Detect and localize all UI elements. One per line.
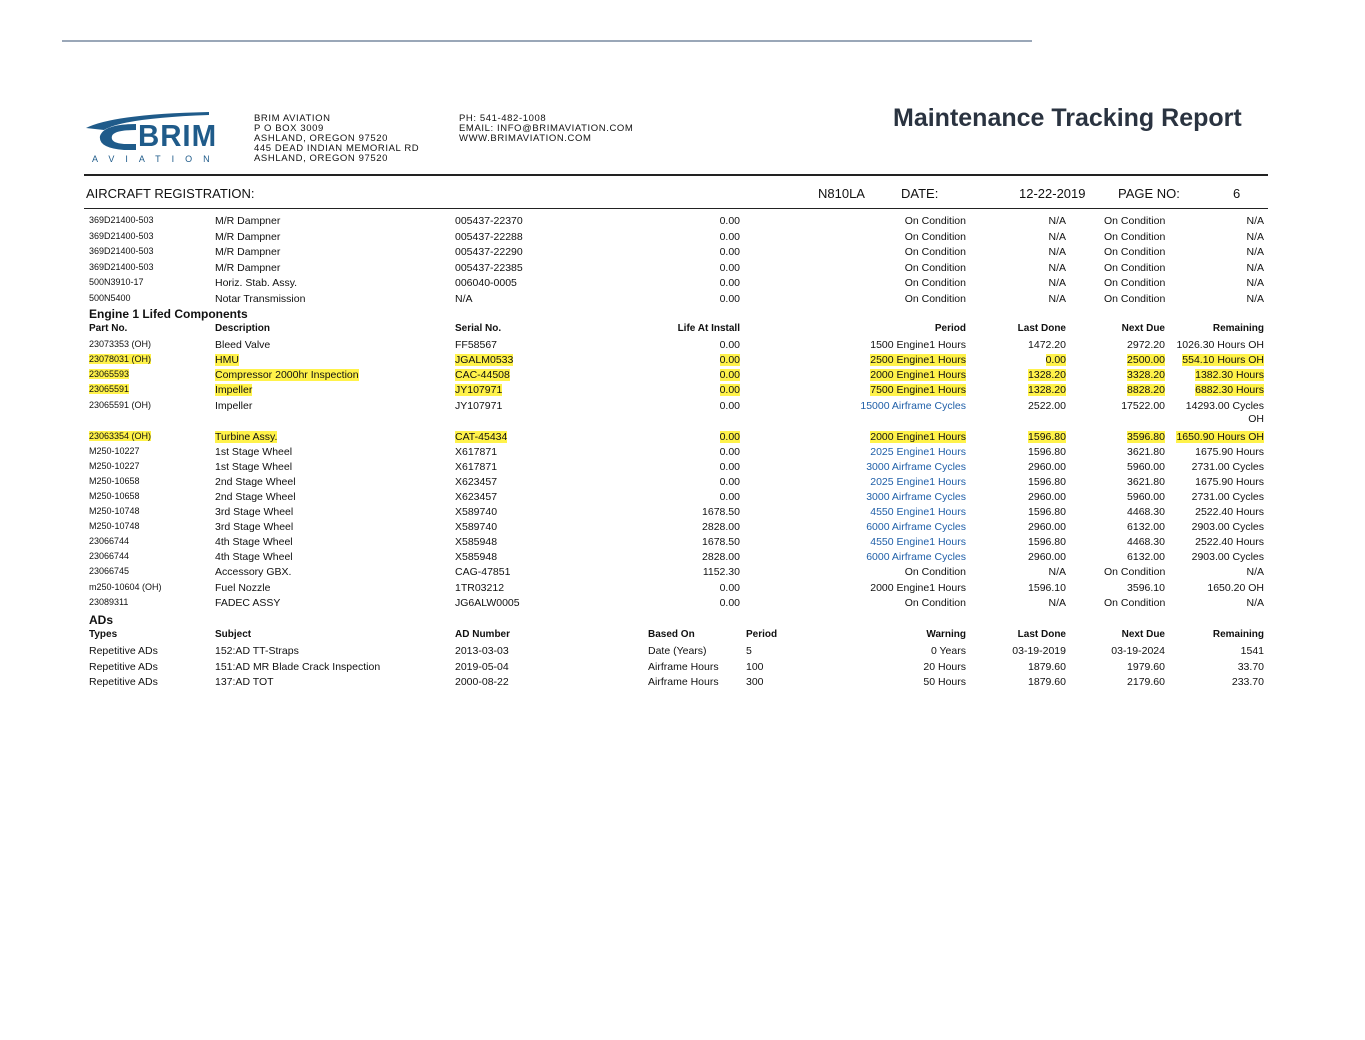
scan-top-line (62, 40, 1032, 42)
header-divider (84, 174, 1268, 176)
life-at-install: 0.00 (719, 446, 740, 458)
col-based-on: Based On (648, 629, 695, 640)
remaining: 14293.00 Cycles (1185, 400, 1264, 412)
period: 2000 Engine1 Hours (870, 582, 966, 594)
period: 2500 Engine1 Hours (870, 354, 966, 366)
ad-based-on: Date (Years) (648, 645, 707, 657)
remaining: 1650.90 Hours OH (1176, 431, 1264, 443)
period: On Condition (904, 277, 966, 289)
ad-subject: 152:AD TT-Straps (215, 645, 299, 657)
description: 3rd Stage Wheel (215, 506, 294, 518)
next-due: 2972.20 (1127, 339, 1165, 351)
life-at-install: 0.00 (719, 461, 740, 473)
ad-number: 2019-05-04 (455, 660, 509, 673)
ad-period: 300 (746, 676, 764, 688)
period: 7500 Engine1 Hours (870, 384, 966, 396)
remaining: 2731.00 Cycles (1191, 491, 1264, 503)
life-at-install: 0.00 (719, 384, 740, 396)
ad-last-done: 03-19-2019 (1012, 645, 1066, 657)
last-done: N/A (1048, 261, 1066, 274)
ad-next-due: 1979.60 (1127, 660, 1165, 673)
serial-number: JG6ALW0005 (455, 597, 520, 609)
life-at-install: 0.00 (719, 354, 740, 366)
engine-section-title: Engine 1 Lifed Components (89, 307, 248, 321)
life-at-install: 0.00 (719, 261, 740, 274)
life-at-install: 0.00 (719, 597, 740, 609)
ad-based-on: Airframe Hours (648, 660, 719, 673)
part-number: 369D21400-503 (89, 215, 154, 225)
description: 2nd Stage Wheel (215, 491, 296, 503)
col-remaining: Remaining (1212, 323, 1264, 334)
life-at-install: 0.00 (719, 431, 740, 443)
next-due: On Condition (1104, 230, 1166, 243)
ad-based-on: Airframe Hours (648, 676, 719, 688)
part-number: 369D21400-503 (89, 246, 154, 256)
remaining: N/A (1246, 261, 1264, 274)
description: M/R Dampner (215, 215, 281, 227)
description: Accessory GBX. (215, 566, 292, 578)
serial-number: X589740 (455, 506, 498, 518)
part-number: M250-10227 (89, 461, 140, 471)
ad-subject: 151:AD MR Blade Crack Inspection (215, 660, 381, 673)
part-number: 23089311 (89, 597, 129, 607)
remaining: 1650.20 OH (1207, 582, 1264, 594)
remaining: 2522.40 Hours (1195, 536, 1264, 548)
description: Turbine Assy. (215, 431, 278, 443)
life-at-install: 1678.50 (702, 536, 740, 548)
last-done: 1328.20 (1028, 369, 1066, 381)
remaining: 1675.90 Hours (1195, 446, 1264, 458)
part-number: 23073353 (OH) (89, 339, 152, 349)
col-life-at-install: Life At Install (677, 323, 740, 334)
last-done: 1596.80 (1028, 536, 1066, 548)
serial-number: X623457 (455, 476, 498, 488)
next-due: 5960.00 (1127, 491, 1165, 503)
serial-number: CAT-45434 (455, 431, 508, 443)
part-number: 23065591 (OH) (89, 400, 152, 410)
address-line: P O BOX 3009 (254, 123, 324, 134)
ad-subject: 137:AD TOT (215, 676, 274, 688)
remaining: 2903.00 Cycles (1191, 551, 1264, 563)
part-number: 23066744 (89, 536, 130, 546)
ad-warning: 0 Years (930, 645, 966, 657)
description: M/R Dampner (215, 261, 281, 274)
col-description: Description (215, 323, 271, 334)
col-ad-last-done: Last Done (1017, 629, 1066, 640)
life-at-install: 0.00 (719, 215, 740, 227)
part-number: 23066744 (89, 551, 130, 561)
col-next-due: Next Due (1121, 323, 1165, 334)
company-contact (459, 114, 633, 144)
last-done: 1596.80 (1028, 446, 1066, 458)
last-done: 2522.00 (1028, 400, 1066, 412)
remaining: N/A (1246, 246, 1264, 258)
remaining: 2903.00 Cycles (1191, 521, 1264, 533)
ad-type: Repetitive ADs (89, 676, 158, 688)
ad-number: 2000-08-22 (455, 676, 509, 688)
description: 2nd Stage Wheel (215, 476, 296, 488)
serial-number: JY107971 (455, 400, 503, 412)
next-due: On Condition (1104, 292, 1166, 305)
part-number: M250-10748 (89, 506, 140, 516)
part-number: 23065591 (89, 384, 130, 394)
period: On Condition (904, 246, 966, 258)
last-done: 2960.00 (1028, 551, 1066, 563)
part-number: 23063354 (OH) (89, 431, 152, 441)
ad-period: 5 (746, 645, 752, 657)
part-number: M250-10748 (89, 521, 140, 531)
address-line: ASHLAND, OREGON 97520 (254, 133, 389, 144)
next-due: 3328.20 (1127, 369, 1165, 381)
next-due: 2500.00 (1127, 354, 1165, 366)
last-done: 1328.20 (1028, 384, 1066, 396)
serial-number: 005437-22385 (455, 261, 523, 274)
life-at-install: 0.00 (719, 369, 740, 381)
next-due: On Condition (1104, 215, 1166, 227)
ad-warning: 20 Hours (923, 660, 966, 673)
col-types: Types (89, 629, 118, 640)
remaining: N/A (1246, 277, 1264, 289)
life-at-install: 0.00 (719, 476, 740, 488)
last-done: 2960.00 (1028, 491, 1066, 503)
serial-number: X585948 (455, 536, 498, 548)
last-done: N/A (1048, 597, 1066, 609)
life-at-install: 1678.50 (702, 506, 740, 518)
last-done: 2960.00 (1028, 461, 1066, 473)
col-subject: Subject (215, 629, 252, 640)
part-number: 23078031 (OH) (89, 354, 152, 364)
address-line: 445 DEAD INDIAN MEMORIAL RD (254, 143, 420, 154)
life-at-install: 2828.00 (702, 521, 740, 533)
part-number: 500N5400 (89, 292, 131, 303)
serial-number: CAC-44508 (455, 369, 510, 381)
ad-period: 100 (746, 660, 764, 673)
serial-number: 005437-22290 (455, 246, 523, 258)
serial-number: N/A (455, 292, 473, 305)
page-label: PAGE NO: (1118, 186, 1180, 201)
contact-website: WWW.BRIMAVIATION.COM (459, 133, 592, 144)
col-period: Period (934, 323, 966, 334)
remaining-continued: OH (1248, 413, 1264, 425)
next-due: On Condition (1104, 277, 1166, 289)
contact-phone: PH: 541-482-1008 (459, 113, 547, 124)
life-at-install: 0.00 (719, 292, 740, 305)
description: M/R Dampner (215, 246, 281, 258)
last-done: N/A (1048, 277, 1066, 289)
life-at-install: 2828.00 (702, 551, 740, 563)
serial-number: CAG-47851 (455, 566, 511, 578)
last-done: 1596.80 (1028, 506, 1066, 518)
contact-email: EMAIL: INFO@BRIMAVIATION.COM (459, 123, 634, 134)
next-due: 5960.00 (1127, 461, 1165, 473)
serial-number: JY107971 (455, 384, 503, 396)
remaining: N/A (1246, 292, 1264, 305)
col-ad-next-due: Next Due (1121, 629, 1165, 640)
life-at-install: 0.00 (719, 582, 740, 594)
serial-number: X617871 (455, 446, 498, 458)
last-done: 1472.20 (1028, 339, 1066, 351)
part-number: M250-10658 (89, 491, 140, 501)
header-divider-bottom (84, 208, 1268, 209)
next-due: 4468.30 (1127, 506, 1165, 518)
next-due: 3621.80 (1127, 446, 1165, 458)
last-done: 1596.10 (1028, 582, 1066, 594)
remaining: 1026.30 Hours OH (1176, 339, 1264, 351)
period: 6000 Airframe Cycles (866, 521, 966, 533)
period: 4550 Engine1 Hours (870, 506, 966, 518)
description: 1st Stage Wheel (215, 461, 293, 473)
next-due: 3596.80 (1127, 431, 1165, 443)
life-at-install: 0.00 (719, 230, 740, 243)
registration-value: N810LA (818, 186, 865, 201)
serial-number: X623457 (455, 491, 498, 503)
description: 3rd Stage Wheel (215, 521, 294, 533)
description: Notar Transmission (215, 292, 306, 305)
ad-number: 2013-03-03 (455, 645, 509, 657)
description: 1st Stage Wheel (215, 446, 293, 458)
serial-number: 006040-0005 (455, 277, 517, 289)
period: 15000 Airframe Cycles (860, 400, 966, 412)
ad-last-done: 1879.60 (1028, 676, 1066, 688)
description: HMU (215, 354, 239, 366)
col-ad-number: AD Number (455, 629, 511, 640)
description: 4th Stage Wheel (215, 536, 293, 548)
life-at-install: 0.00 (719, 246, 740, 258)
address-line: ASHLAND, OREGON 97520 (254, 153, 389, 164)
life-at-install: 1152.30 (702, 566, 740, 578)
period: 2025 Engine1 Hours (870, 476, 966, 488)
next-due: 3621.80 (1127, 476, 1165, 488)
part-number: 369D21400-503 (89, 230, 154, 241)
next-due: 4468.30 (1127, 536, 1165, 548)
col-ad-remaining: Remaining (1212, 629, 1264, 640)
period: 2000 Engine1 Hours (870, 431, 966, 443)
description: 4th Stage Wheel (215, 551, 293, 563)
registration-label: AIRCRAFT REGISTRATION: (86, 186, 255, 201)
part-number: 369D21400-503 (89, 261, 154, 272)
last-done: N/A (1048, 246, 1066, 258)
part-number: 23065593 (89, 369, 130, 379)
next-due: On Condition (1104, 261, 1166, 274)
description: FADEC ASSY (215, 597, 281, 609)
last-done: N/A (1048, 566, 1066, 578)
life-at-install: 0.00 (719, 277, 740, 289)
next-due: 6132.00 (1127, 551, 1165, 563)
next-due: 3596.10 (1127, 582, 1165, 594)
remaining: 1675.90 Hours (1195, 476, 1264, 488)
remaining: 2731.00 Cycles (1191, 461, 1264, 473)
remaining: N/A (1246, 230, 1264, 243)
description: Impeller (215, 384, 253, 396)
ad-type: Repetitive ADs (89, 660, 158, 673)
period: On Condition (904, 215, 966, 227)
part-number: m250-10604 (OH) (89, 582, 162, 592)
ad-remaining: 233.70 (1231, 676, 1264, 688)
remaining: 1382.30 Hours (1195, 369, 1264, 381)
life-at-install: 0.00 (719, 491, 740, 503)
period: On Condition (904, 597, 966, 609)
last-done: N/A (1048, 230, 1066, 243)
remaining: N/A (1246, 597, 1264, 609)
last-done: N/A (1048, 215, 1066, 227)
col-part-no: Part No. (89, 323, 128, 334)
serial-number: 1TR03212 (455, 582, 505, 594)
remaining: 2522.40 Hours (1195, 506, 1264, 518)
next-due: 6132.00 (1127, 521, 1165, 533)
date-label: DATE: (901, 186, 939, 201)
ad-next-due: 2179.60 (1127, 676, 1165, 688)
date-value: 12-22-2019 (1019, 186, 1086, 201)
next-due: 17522.00 (1121, 400, 1165, 412)
last-done: 2960.00 (1028, 521, 1066, 533)
ad-next-due: 03-19-2024 (1111, 645, 1165, 657)
period: On Condition (904, 566, 966, 578)
address-line: BRIM AVIATION (254, 113, 331, 124)
period: On Condition (904, 261, 966, 274)
col-warning: Warning (926, 629, 966, 640)
life-at-install: 0.00 (719, 339, 740, 351)
last-done: N/A (1048, 292, 1066, 305)
period: 3000 Airframe Cycles (866, 491, 966, 503)
remaining: 554.10 Hours OH (1182, 354, 1264, 366)
part-number: M250-10658 (89, 476, 140, 486)
description: Compressor 2000hr Inspection (215, 369, 359, 381)
ad-remaining: 1541 (1240, 645, 1264, 657)
life-at-install: 0.00 (719, 400, 740, 412)
serial-number: 005437-22370 (455, 215, 523, 227)
period: 2000 Engine1 Hours (870, 369, 966, 381)
last-done: 0.00 (1045, 354, 1066, 366)
logo-subtitle: AVIATION (92, 154, 221, 164)
period: On Condition (904, 292, 966, 305)
part-number: 23066745 (89, 566, 130, 576)
next-due: On Condition (1104, 566, 1166, 578)
serial-number: X589740 (455, 521, 498, 533)
page-value: 6 (1233, 186, 1241, 201)
serial-number: X617871 (455, 461, 498, 473)
next-due: 8828.20 (1127, 384, 1165, 396)
last-done: 1596.80 (1028, 476, 1066, 488)
ad-type: Repetitive ADs (89, 645, 158, 657)
part-number: M250-10227 (89, 446, 140, 456)
ads-section-title: ADs (89, 613, 114, 627)
period: 1500 Engine1 Hours (870, 339, 966, 351)
last-done: 1596.80 (1028, 431, 1066, 443)
description: Impeller (215, 400, 253, 412)
company-address (254, 114, 419, 164)
serial-number: JGALM0533 (455, 354, 514, 366)
ad-last-done: 1879.60 (1028, 660, 1066, 673)
period: 3000 Airframe Cycles (866, 461, 966, 473)
next-due: On Condition (1104, 246, 1166, 258)
period: 6000 Airframe Cycles (866, 551, 966, 563)
ad-warning: 50 Hours (923, 676, 966, 688)
ad-remaining: 33.70 (1237, 660, 1264, 673)
serial-number: FF58567 (455, 339, 498, 351)
period: 4550 Engine1 Hours (870, 536, 966, 548)
report-title: Maintenance Tracking Report (893, 104, 1242, 132)
next-due: On Condition (1104, 597, 1166, 609)
logo-wordmark: BRIM (138, 118, 218, 153)
description: Bleed Valve (215, 339, 271, 351)
part-number: 500N3910-17 (89, 277, 144, 287)
remaining: N/A (1246, 566, 1264, 578)
period: On Condition (904, 230, 966, 243)
remaining: 6882.30 Hours (1195, 384, 1264, 396)
remaining: N/A (1246, 215, 1264, 227)
description: M/R Dampner (215, 230, 281, 243)
serial-number: X585948 (455, 551, 498, 563)
description: Fuel Nozzle (215, 582, 271, 594)
period: 2025 Engine1 Hours (870, 446, 966, 458)
col-last-done: Last Done (1017, 323, 1066, 334)
description: Horiz. Stab. Assy. (215, 277, 298, 289)
col-serial-no: Serial No. (455, 323, 502, 334)
serial-number: 005437-22288 (455, 230, 523, 243)
col-ad-period: Period (746, 629, 778, 640)
